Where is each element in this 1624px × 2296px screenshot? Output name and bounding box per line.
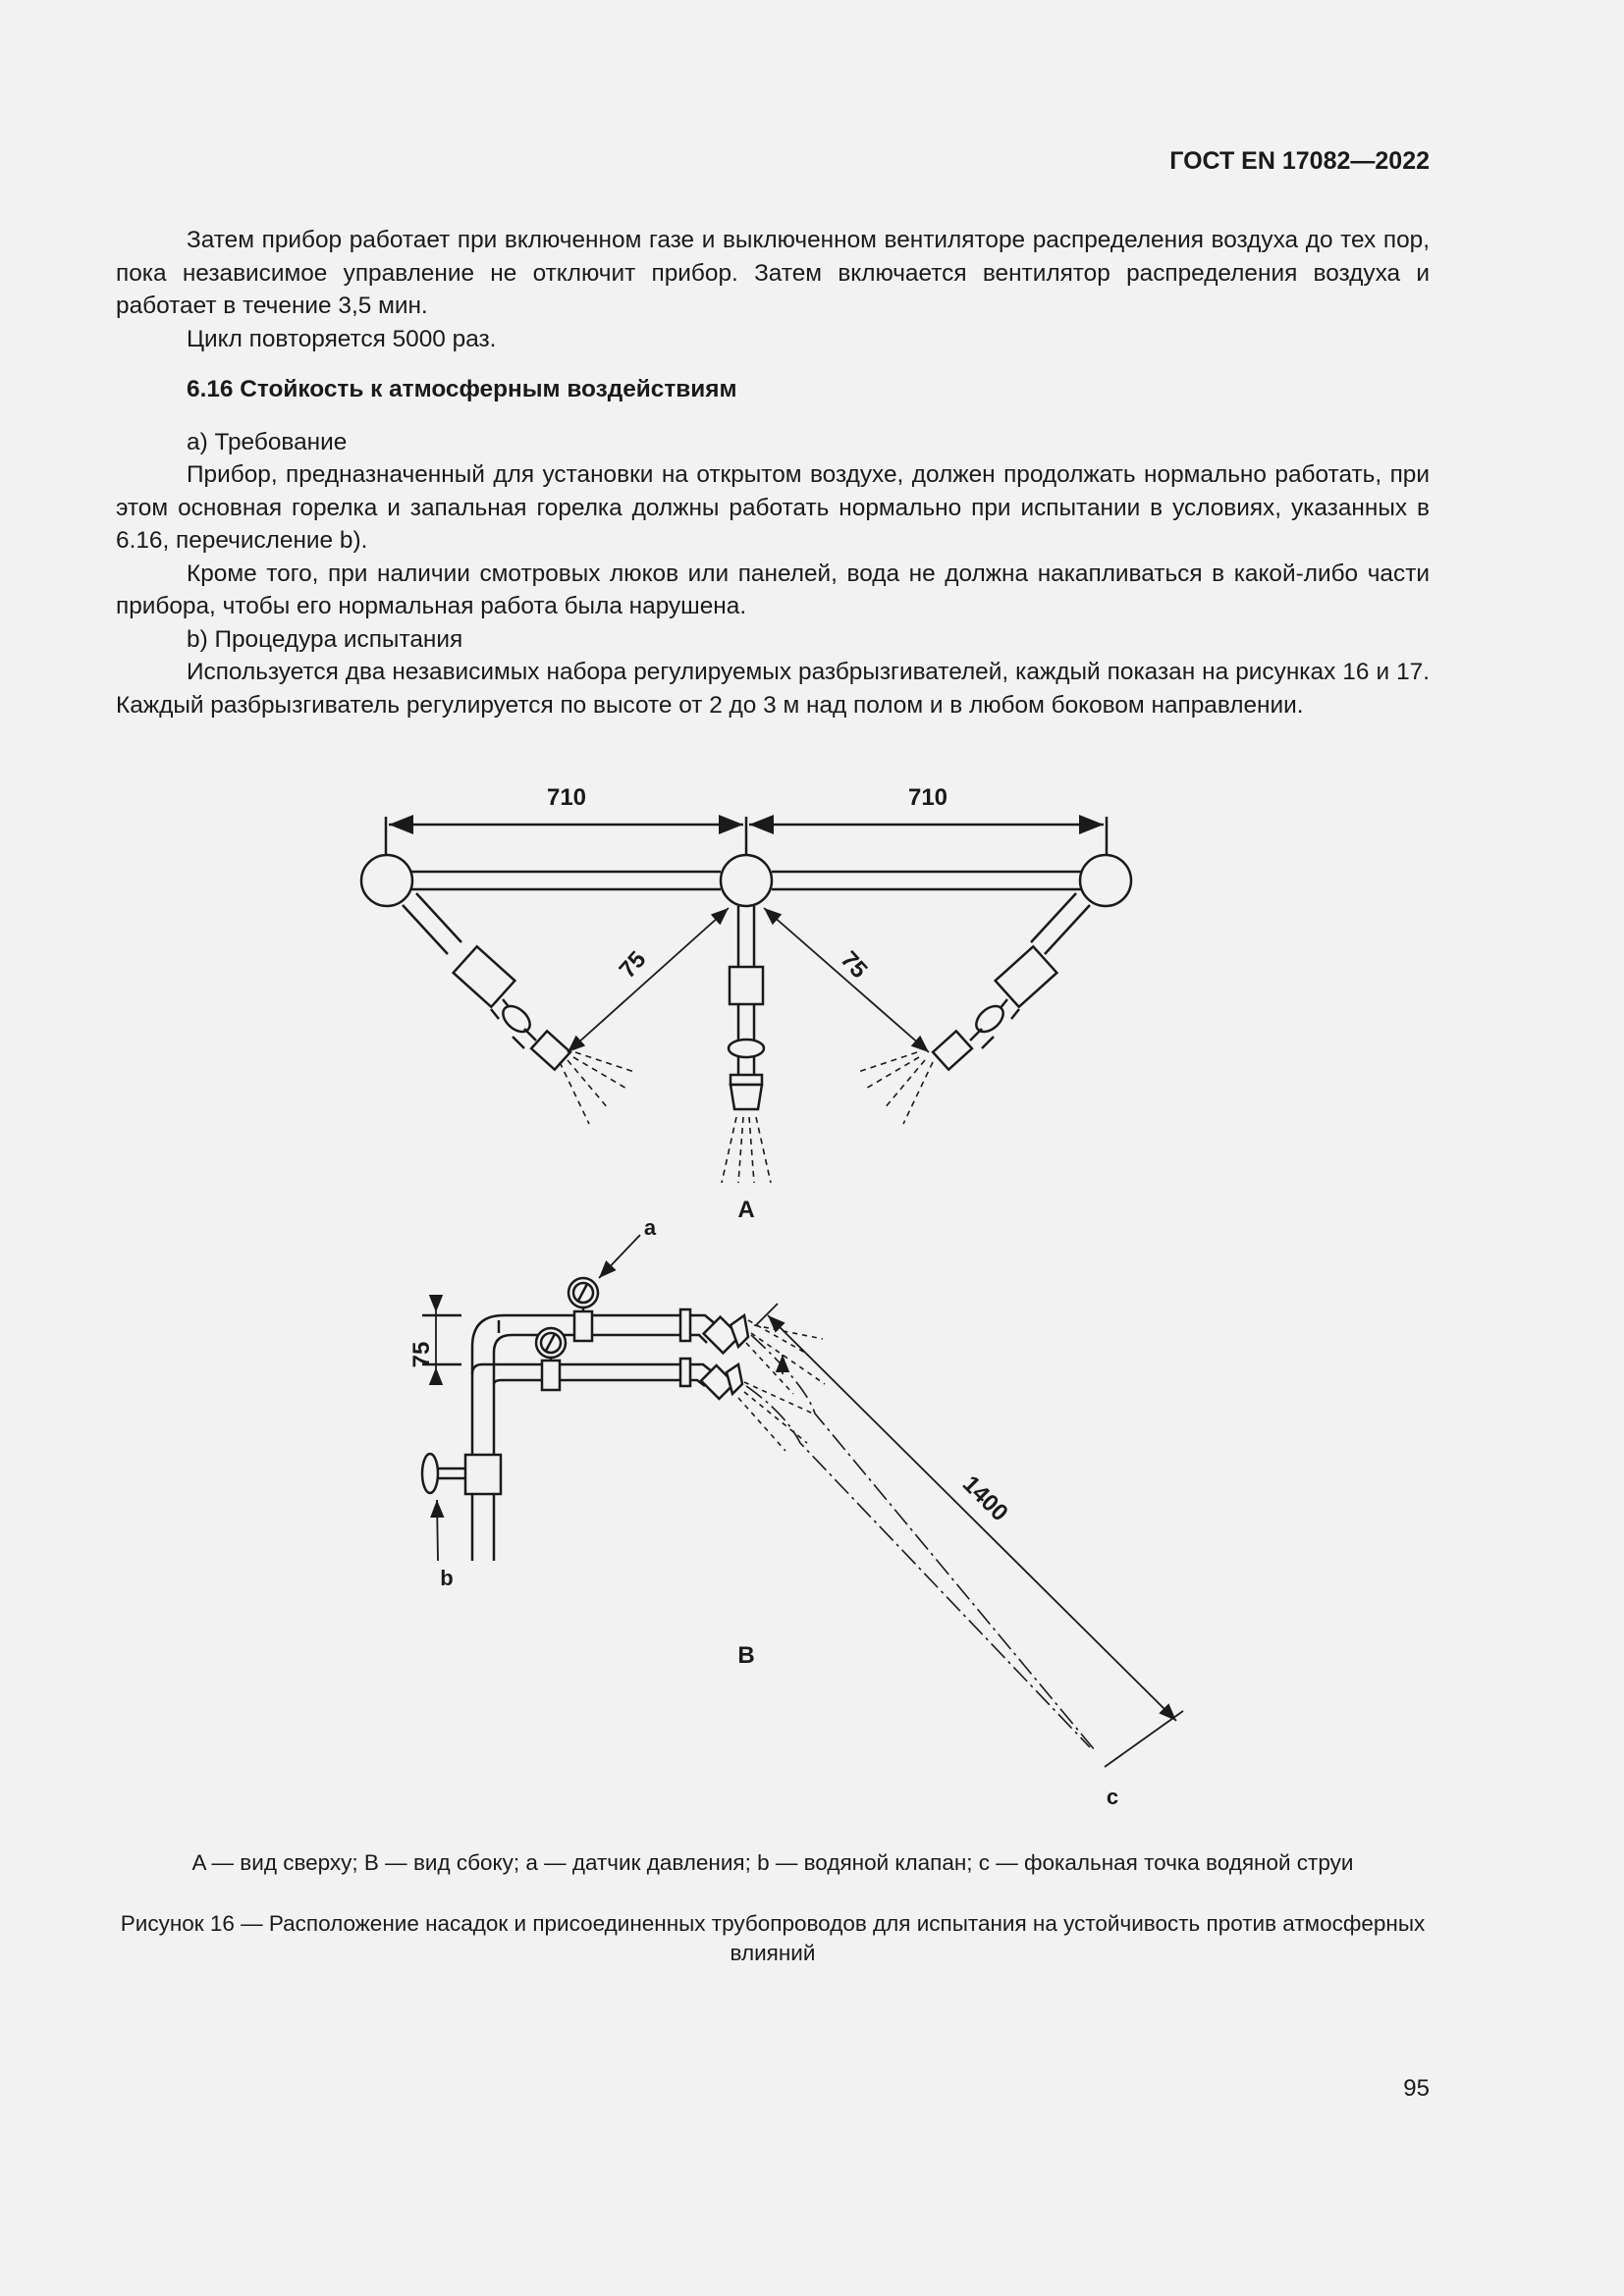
figure-drawing (0, 756, 1624, 1845)
callout-label-b: b (440, 1566, 454, 1590)
figure-legend: A — вид сверху; B — вид сбоку; a — датчик давления; b — водяной клапан; c — фокальная точка водяной струи (191, 1850, 1354, 1875)
document-header: ГОСТ EN 17082—2022 (1169, 147, 1430, 175)
callout-label-a: a (643, 1215, 657, 1240)
paragraph: b) Процедура испытания (187, 625, 463, 653)
callout-label-c: c (1106, 1785, 1119, 1809)
figure-caption: Рисунок 16 — Расположение насадок и присоединенных трубопроводов для испытания на устойчивость против атмосферных влияний (120, 1911, 1426, 1965)
dimension-label-710-right: 710 (907, 784, 948, 811)
view-label-a: A (737, 1197, 755, 1223)
paragraph: Затем прибор работает при включенном газе и выключенном вентиляторе распределения воздуха до тех пор, пока независимое управление не отключит прибор. Затем включается вентилятор распределения воздуха и работает в течение 3,5 мин. (116, 227, 1430, 319)
paragraph: Прибор, предназначенный для установки на открытом воздухе, должен продолжать нормально работать, при этом основная горелка и запальная горелка должны работать нормально при испытании в условиях, указанных в 6.16, перечисление b). (116, 461, 1430, 554)
dimension-label-1400: 1400 (956, 1470, 1013, 1527)
dimension-label-75-left: 75 (614, 946, 652, 984)
section-heading: 6.16 Стойкость к атмосферным воздействиям (187, 376, 737, 402)
dimension-label-75-right: 75 (835, 946, 873, 984)
paragraph: Кроме того, при наличии смотровых люков или панелей, вода не должна накапливаться в какой-либо части прибора, чтобы его нормальная работа была нарушена. (116, 560, 1430, 619)
paragraph: a) Требование (187, 428, 348, 455)
body-text (116, 224, 1430, 721)
paragraph: Используется два независимых набора регулируемых разбрызгивателей, каждый показан на рисунках 16 и 17. Каждый разбрызгиватель регулируется по высоте от 2 до 3 м над полом и в любом боковом направлении. (116, 659, 1430, 719)
page-number: 95 (1403, 2075, 1430, 2102)
paragraph: Цикл повторяется 5000 раз. (187, 325, 497, 352)
dimension-label-710-left: 710 (546, 784, 587, 811)
view-label-b: B (737, 1642, 755, 1669)
dimension-label-75-vertical: 75 (408, 1341, 435, 1368)
figure-16 (0, 756, 1624, 1850)
